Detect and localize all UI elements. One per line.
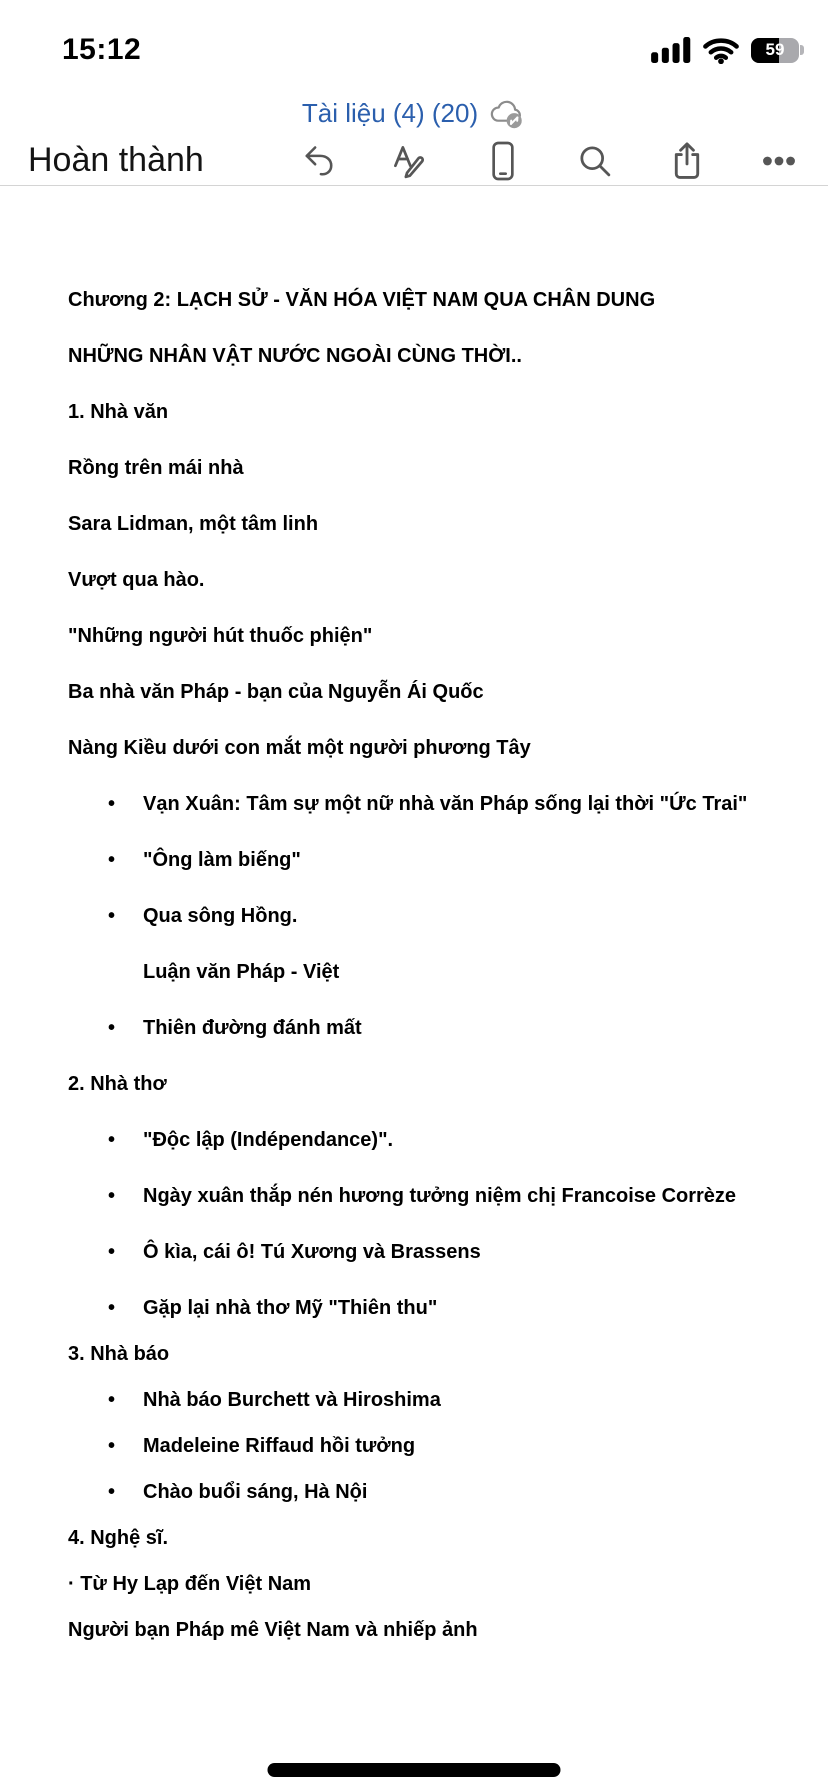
bullet-marker: • [108,1185,116,1207]
more-icon [761,143,797,179]
doc-paragraph[interactable]: Vượt qua hào. [68,569,205,591]
doc-paragraph-text: "Ông làm biếng" [143,849,301,871]
doc-paragraph[interactable]: 3. Nhà báo [68,1343,170,1365]
toolbar [0,136,828,186]
doc-bullet-item[interactable] [68,1478,788,1506]
doc-paragraph[interactable]: · Từ Hy Lạp đến Việt Nam [68,1573,312,1595]
search-button[interactable] [576,142,614,180]
doc-bullet-item[interactable] [68,1432,788,1460]
clock-label: 15:12 [62,33,142,66]
document-title-bar[interactable] [0,90,828,136]
doc-bullet-item[interactable] [68,1238,788,1266]
bullet-marker: • [108,1435,116,1457]
doc-bullet-item[interactable] [68,790,788,818]
doc-paragraph-text: Vạn Xuân: Tâm sự một nữ nhà văn Pháp sống lại thời "Ức Trai" [143,793,748,815]
doc-bullet-item[interactable] [68,1126,788,1154]
doc-paragraph-text: Gặp lại nhà thơ Mỹ "Thiên thu" [143,1297,438,1319]
share-icon [669,141,705,181]
undo-button[interactable] [300,142,338,180]
doc-paragraph[interactable]: Nàng Kiều dưới con mắt một người phương Tây [68,737,531,759]
battery-nub [800,45,804,55]
doc-paragraph[interactable]: Sara Lidman, một tâm linh [68,513,319,535]
doc-paragraph[interactable]: 4. Nghệ sĩ. [68,1527,169,1549]
doc-paragraph[interactable]: 1. Nhà văn [68,401,169,423]
search-icon [577,143,613,179]
doc-bullet-item[interactable] [68,1014,788,1042]
doc-bullet-item[interactable] [68,1386,788,1414]
battery-icon [751,38,804,63]
doc-paragraph-text: Chào buổi sáng, Hà Nội [143,1481,368,1503]
doc-paragraph[interactable]: Ba nhà văn Pháp - bạn của Nguyễn Ái Quốc [68,681,484,703]
doc-paragraph-text: Ngày xuân thắp nén hương tưởng niệm chị Francoise Corrèze [143,1185,737,1207]
cloud-sync-off-icon [488,98,526,129]
bullet-marker: • [108,1017,116,1039]
bullet-marker: • [108,1389,116,1411]
document-canvas[interactable] [0,187,828,1792]
doc-bullet-item[interactable] [68,902,788,930]
share-button[interactable] [668,142,706,180]
bullet-marker: • [108,1481,116,1503]
doc-paragraph-text: Thiên đường đánh mất [143,1017,362,1039]
doc-paragraph-text: Ô kìa, cái ô! Tú Xương và Brassens [143,1241,481,1263]
format-button[interactable] [392,142,430,180]
done-button[interactable]: Hoàn thành [28,141,204,179]
home-indicator[interactable] [268,1763,561,1777]
mobile-view-button[interactable] [484,142,522,180]
document-title: Tài liệu (4) (20) [301,97,479,128]
doc-paragraph[interactable]: NHỮNG NHÂN VẬT NƯỚC NGOÀI CÙNG THỜI.. [68,345,522,367]
doc-paragraph[interactable]: Chương 2: LẠCH SỬ - VĂN HÓA VIỆT NAM QUA CHÂN DUNG [68,289,656,311]
battery-percent-label: 59 [765,40,785,59]
more-button[interactable] [760,142,798,180]
mobile-view-icon [486,141,520,181]
doc-bullet-item[interactable] [68,1182,788,1210]
doc-paragraph-text: "Độc lập (Indépendance)". [143,1129,394,1151]
bullet-marker: • [108,1129,116,1151]
wifi-icon [703,37,739,64]
undo-icon [301,143,337,179]
bullet-marker: • [108,905,116,927]
bullet-marker: • [108,1241,116,1263]
doc-paragraph[interactable]: "Những người hút thuốc phiện" [68,625,373,647]
doc-paragraph-text: Nhà báo Burchett và Hiroshima [143,1389,441,1411]
cellular-signal-icon [651,37,691,63]
bullet-marker: • [108,793,116,815]
doc-paragraph[interactable]: Rồng trên mái nhà [68,457,244,479]
doc-paragraph-text: Madeleine Riffaud hồi tưởng [143,1435,416,1457]
doc-paragraph[interactable]: Người bạn Pháp mê Việt Nam và nhiếp ảnh [68,1619,478,1641]
bullet-marker: • [108,849,116,871]
doc-bullet-item[interactable] [68,1294,788,1322]
doc-paragraph[interactable]: Luận văn Pháp - Việt [143,961,340,983]
bullet-marker: • [108,1297,116,1319]
doc-paragraph[interactable]: 2. Nhà thơ [68,1073,167,1095]
doc-bullet-item[interactable] [68,846,788,874]
format-pen-icon [392,143,430,179]
status-bar [0,0,828,90]
doc-paragraph-text: Qua sông Hồng. [143,905,298,927]
